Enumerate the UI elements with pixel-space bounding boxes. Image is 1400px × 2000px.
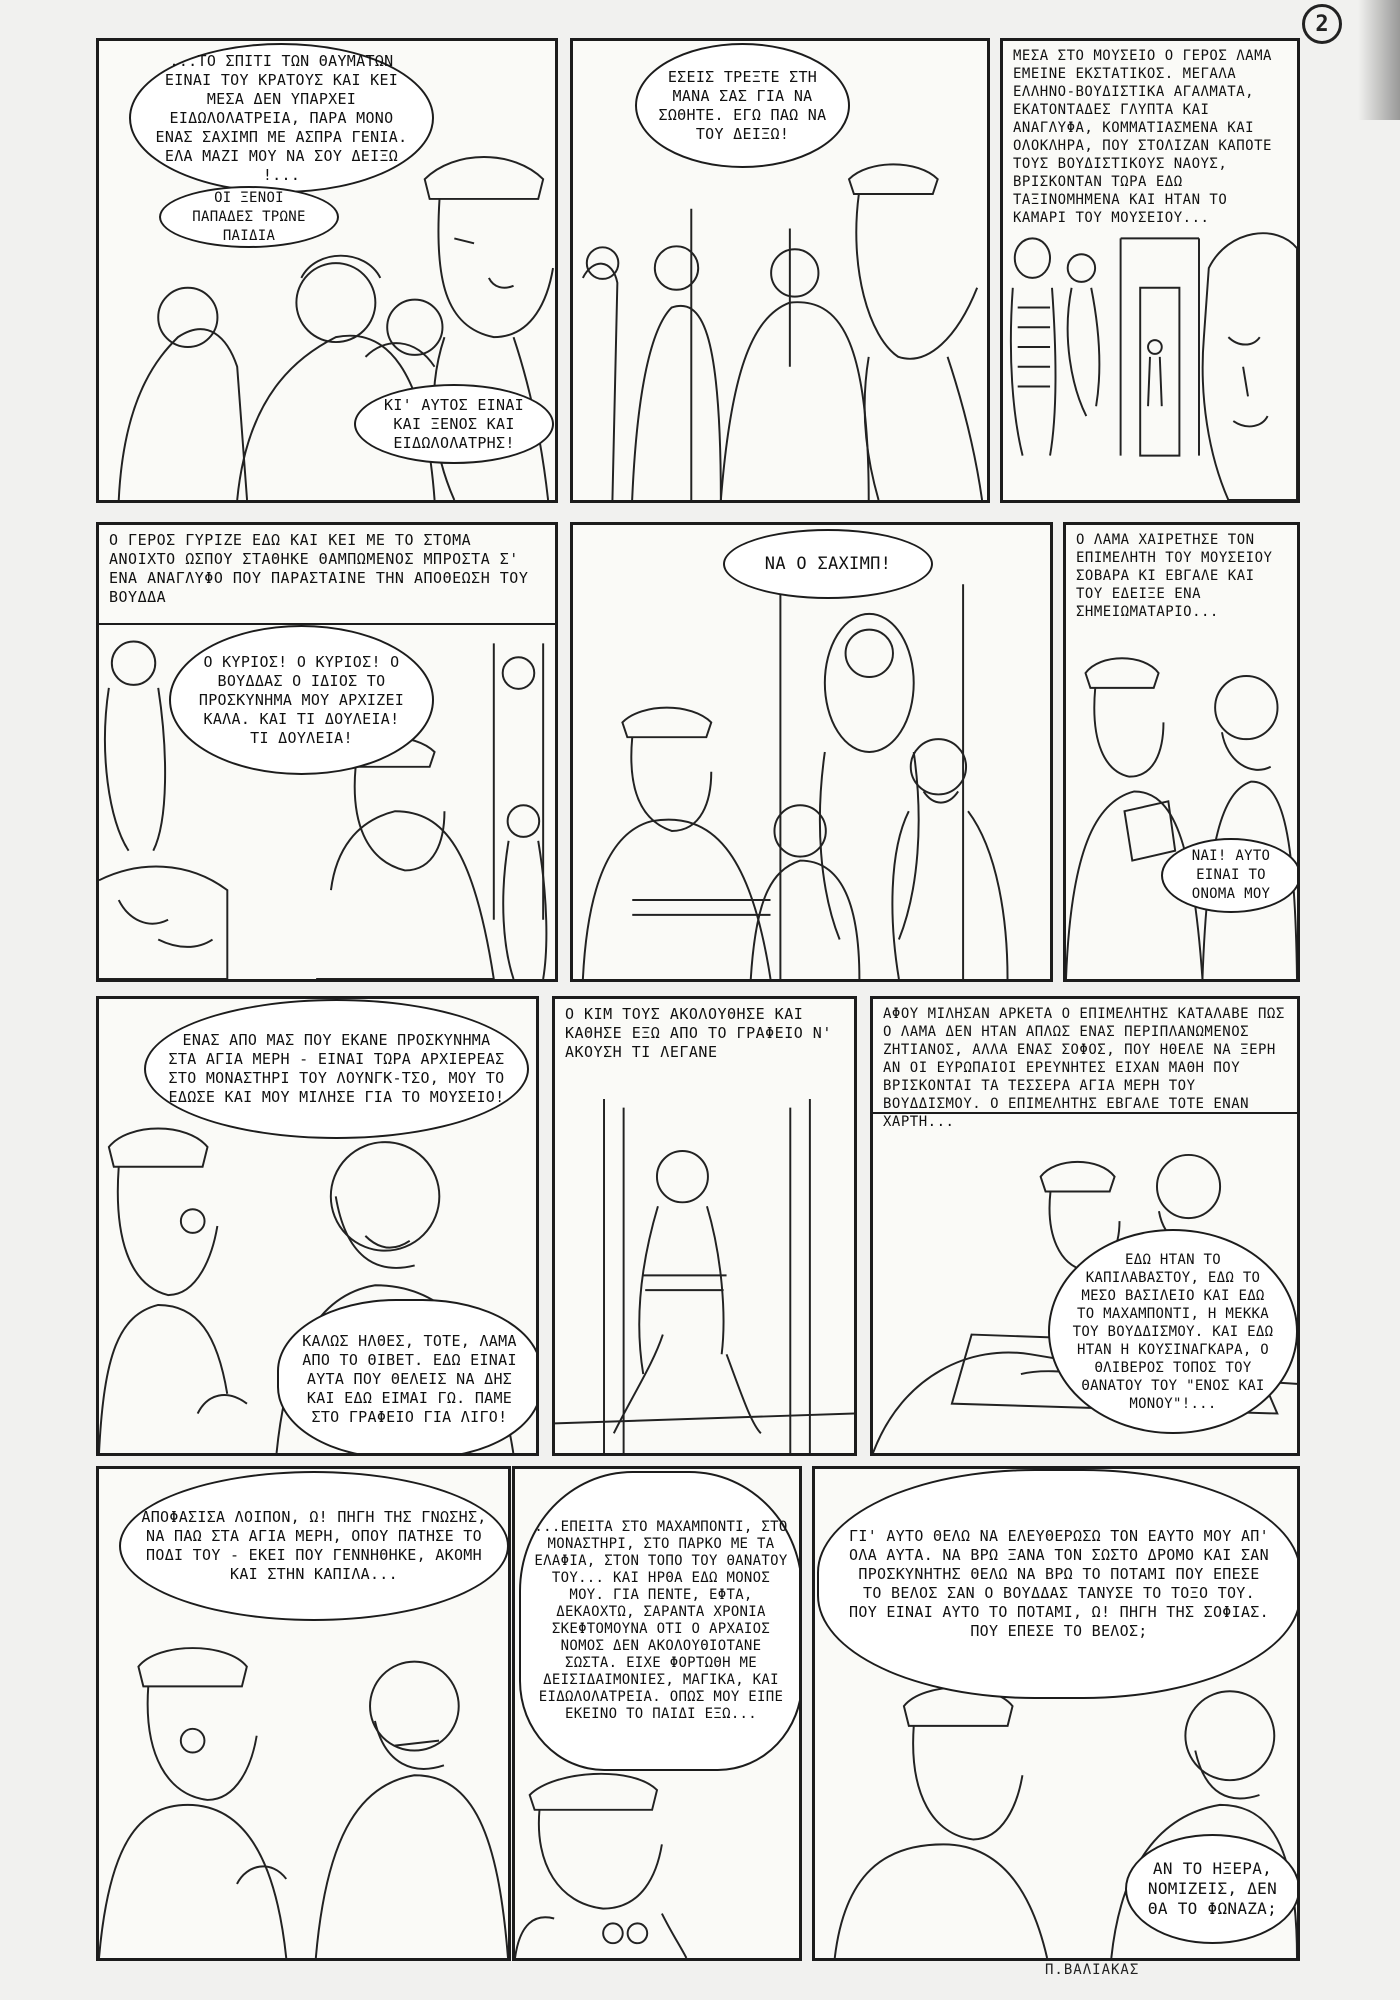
panel-4	[96, 522, 558, 982]
narration-caption: ΜΕΣΑ ΣΤΟ ΜΟΥΣΕΙΟ Ο ΓΕΡΟΣ ΛΑΜΑ ΕΜΕΙΝΕ ΕΚΣΤΑΤΙΚΟΣ. ΜΕΓΑΛΑ ΕΛΛΗΝΟ-ΒΟΥΔΙΣΤΙΚΑ ΑΓΑΛΜΑΤΑ, ΕΚΑΤΟΝΤΑΔΕΣ ΓΛΥΠΤΑ ΚΑΙ ΑΝΑΓΛΥΦΑ, ΚΟΜΜΑΤΙΑΣΜΕΝΑ ΚΑΙ ΟΛΟΚΛΗΡΑ, ΠΟΥ ΣΤΟΛΙΖΑΝ ΚΑΠΟΤΕ ΤΟΥΣ ΒΟΥΔΙΣΤΙΚΟΥΣ ΝΑΟΥΣ, ΒΡΙΣΚΟΝΤΑΝ ΤΩΡΑ ΕΔΩ ΤΑΞΙΝΟΜΗΜΕΝΑ ΚΑΙ ΗΤΑΝ ΤΟ ΚΑΜΑΡΙ ΤΟΥ ΜΟΥΣΕΙΟΥ...	[1013, 48, 1272, 226]
speech-bubble: ΕΝΑΣ ΑΠΟ ΜΑΣ ΠΟΥ ΕΚΑΝΕ ΠΡΟΣΚΥΝΗΜΑ ΣΤΑ ΑΓΙΑ ΜΕΡΗ - ΕΙΝΑΙ ΤΩΡΑ ΑΡΧΙΕΡΕΑΣ ΣΤΟ ΜΟΝΑΣΤΗΡΙ ΤΟΥ ΛΟΥΝΓΚ-ΤΣΟ, ΜΟΥ ΤΟ ΕΔΩΣΕ ΚΑΙ ΜΟΥ ΜΙΛΗΣΕ ΓΙΑ ΤΟ ΜΟΥΣΕΙΟ!	[144, 999, 529, 1139]
speech-bubble: ΓΙ' ΑΥΤΟ ΘΕΛΩ ΝΑ ΕΛΕΥΘΕΡΩΣΩ ΤΟΝ ΕΑΥΤΟ ΜΟΥ ΑΠ' ΟΛΑ ΑΥΤΑ. ΝΑ ΒΡΩ ΞΑΝΑ ΤΟΝ ΣΩΣΤΟ ΔΡΟΜΟ ΚΑΙ ΣΑΝ ΠΡΟΣΚΥΝΗΤΗΣ ΘΕΛΩ ΝΑ ΒΡΩ ΤΟ ΠΟΤΑΜΙ ΠΟΥ ΕΠΕΣΕ ΤΟ ΒΕΛΟΣ ΣΑΝ Ο ΒΟΥΔΔΑΣ ΤΑΝΥΣΕ ΤΟ ΤΟΞΟ ΤΟΥ. ΠΟΥ ΕΙΝΑΙ ΑΥΤΟ ΤΟ ΠΟΤΑΜΙ, Ω! ΠΗΓΗ ΤΗΣ ΣΟΦΙΑΣ. ΠΟΥ ΕΠΕΣΕ ΤΟ ΒΕΛΟΣ;	[817, 1469, 1300, 1699]
narration-caption: Ο ΚΙΜ ΤΟΥΣ ΑΚΟΛΟΥΘΗΣΕ ΚΑΙ ΚΑΘΗΣΕ ΕΞΩ ΑΠΟ ΤΟ ΓΡΑΦΕΙΟ Ν' ΑΚΟΥΣΗ ΤΙ ΛΕΓΑΝΕ	[555, 999, 854, 1099]
speech-bubble: ΝΑΙ! ΑΥΤΟ ΕΙΝΑΙ ΤΟ ΟΝΟΜΑ ΜΟΥ	[1161, 838, 1300, 913]
narration-caption: Ο ΛΑΜΑ ΧΑΙΡΕΤΗΣΕ ΤΟΝ ΕΠΙΜΕΛΗΤΗ ΤΟΥ ΜΟΥΣΕΙΟΥ ΣΟΒΑΡΑ ΚΙ ΕΒΓΑΛΕ ΚΑΙ ΤΟΥ ΕΔΕΙΞΕ ΕΝΑ ΣΗΜΕΙΩΜΑΤΑΡΙΟ...	[1076, 532, 1273, 620]
page-number: 2	[1302, 4, 1342, 44]
panel-2	[570, 38, 990, 503]
narration-caption: ΑΦΟΥ ΜΙΛΗΣΑΝ ΑΡΚΕΤΑ Ο ΕΠΙΜΕΛΗΤΗΣ ΚΑΤΑΛΑΒΕ ΠΩΣ Ο ΛΑΜΑ ΔΕΝ ΗΤΑΝ ΑΠΛΩΣ ΕΝΑΣ ΠΕΡΙΠΛΑΝΩΜΕΝΟΣ ΖΗΤΙΑΝΟΣ, ΑΛΛΑ ΕΝΑΣ ΣΟΦΟΣ, ΠΟΥ ΗΘΕΛΕ ΝΑ ΞΕΡΗ ΑΝ ΟΙ ΕΥΡΩΠΑΙΟΙ ΕΡΕΥΝΗΤΕΣ ΕΙΧΑΝ ΜΑΘΗ ΠΟΥ ΒΡΙΣΚΟΝΤΑΙ ΤΑ ΤΕΣΣΕΡΑ ΑΓΙΑ ΜΕΡΗ ΤΟΥ ΒΟΥΔΔΙΣΜΟΥ. Ο ΕΠΙΜΕΛΗΤΗΣ ΕΒΓΑΛΕ ΤΟΤΕ ΕΝΑΝ ΧΑΡΤΗ...	[873, 999, 1297, 1114]
panel-6	[1063, 522, 1300, 982]
speech-bubble: ΕΔΩ ΗΤΑΝ ΤΟ ΚΑΠΙΛΑΒΑΣΤΟΥ, ΕΔΩ ΤΟ ΜΕΣΟ ΒΑΣΙΛΕΙΟ ΚΑΙ ΕΔΩ ΤΟ ΜΑΧΑΜΠΟΝΤΙ, Η ΜΕΚΚΑ ΤΟΥ ΒΟΥΔΔΙΣΜΟΥ. ΚΑΙ ΕΔΩ ΗΤΑΝ Η ΚΟΥΣΙΝΑΓΚΑΡΑ, Ο ΘΛΙΒΕΡΟΣ ΤΟΠΟΣ ΤΟΥ ΘΑΝΑΤΟΥ ΤΟΥ "ΕΝΟΣ ΚΑΙ ΜΟΝΟΥ"!...	[1048, 1229, 1298, 1434]
speech-bubble: ΑΝ ΤΟ ΗΞΕΡΑ, ΝΟΜΙΖΕΙΣ, ΔΕΝ ΘΑ ΤΟ ΦΩΝΑΖΑ;	[1125, 1834, 1300, 1944]
speech-bubble: ΕΣΕΙΣ ΤΡΕΞΤΕ ΣΤΗ ΜΑΝΑ ΣΑΣ ΓΙΑ ΝΑ ΣΩΘΗΤΕ. ΕΓΩ ΠΑΩ ΝΑ ΤΟΥ ΔΕΙΞΩ!	[635, 43, 850, 168]
panel-10	[96, 1466, 511, 1961]
panel-1	[96, 38, 558, 503]
speech-bubble: ΟΙ ΞΕΝΟΙ ΠΑΠΑΔΕΣ ΤΡΩΝΕ ΠΑΙΔΙΑ	[159, 186, 339, 248]
speech-bubble: ΚΙ' ΑΥΤΟΣ ΕΙΝΑΙ ΚΑΙ ΞΕΝΟΣ ΚΑΙ ΕΙΔΩΛΟΛΑΤΡΗΣ!	[354, 384, 554, 464]
speech-bubble: ...ΕΠΕΙΤΑ ΣΤΟ ΜΑΧΑΜΠΟΝΤΙ, ΣΤΟ ΜΟΝΑΣΤΗΡΙ, ΣΤΟ ΠΑΡΚΟ ΜΕ ΤΑ ΕΛΑΦΙΑ, ΣΤΟΝ ΤΟΠΟ ΤΟΥ ΘΑΝΑΤΟΥ ΤΟΥ... ΚΑΙ ΗΡΘΑ ΕΔΩ ΜΟΝΟΣ ΜΟΥ. ΓΙΑ ΠΕΝΤΕ, ΕΦΤΑ, ΔΕΚΑΟΧΤΩ, ΣΑΡΑΝΤΑ ΧΡΟΝΙΑ ΣΚΕΦΤΟΜΟΥΝΑ ΟΤΙ Ο ΑΡΧΑΙΟΣ ΝΟΜΟΣ ΔΕΝ ΑΚΟΛΟΥΘΙΟΤΑΝΕ ΣΩΣΤΑ. ΕΙΧΕ ΦΟΡΤΩΘΗ ΜΕ ΔΕΙΣΙΔΑΙΜΟΝΙΕΣ, ΜΑΓΙΚΑ, ΚΑΙ ΕΙΔΩΛΟΛΑΤΡΕΙΑ. ΟΠΩΣ ΜΟΥ ΕΙΠΕ ΕΚΕΙΝΟ ΤΟ ΠΑΙΔΙ ΕΞΩ...	[519, 1471, 802, 1771]
speech-bubble: ΑΠΟΦΑΣΙΣΑ ΛΟΙΠΟΝ, Ω! ΠΗΓΗ ΤΗΣ ΓΝΩΣΗΣ, ΝΑ ΠΑΩ ΣΤΑ ΑΓΙΑ ΜΕΡΗ, ΟΠΟΥ ΠΑΤΗΣΕ ΤΟ ΠΟΔΙ ΤΟΥ - ΕΚΕΙ ΠΟΥ ΓΕΝΝΗΘΗΚΕ, ΑΚΟΜΗ ΚΑΙ ΣΤΗΝ ΚΑΠΙΛΑ...	[119, 1471, 509, 1621]
speech-bubble: ΚΑΛΩΣ ΗΛΘΕΣ, ΤΟΤΕ, ΛΑΜΑ ΑΠΟ ΤΟ ΘΙΒΕΤ. ΕΔΩ ΕΙΝΑΙ ΑΥΤΑ ΠΟΥ ΘΕΛΕΙΣ ΝΑ ΔΗΣ ΚΑΙ ΕΔΩ ΕΙΜΑΙ ΓΩ. ΠΑΜΕ ΣΤΟ ΓΡΑΦΕΙΟ ΓΙΑ ΛΙΓΟ!	[277, 1299, 539, 1456]
panel-7	[96, 996, 539, 1456]
panel-8	[552, 996, 857, 1456]
page-edge-shadow	[1358, 0, 1400, 120]
speech-bubble: Ο ΚΥΡΙΟΣ! Ο ΚΥΡΙΟΣ! Ο ΒΟΥΔΔΑΣ Ο ΙΔΙΟΣ ΤΟ ΠΡΟΣΚΥΝΗΜΑ ΜΟΥ ΑΡΧΙΖΕΙ ΚΑΛΑ. ΚΑΙ ΤΙ ΔΟΥΛΕΙΑ! ΤΙ ΔΟΥΛΕΙΑ!	[169, 625, 434, 775]
panel-5	[570, 522, 1053, 982]
speech-bubble: ΝΑ Ο ΣΑΧΙΜΠ!	[723, 529, 933, 599]
panel-11	[512, 1466, 802, 1961]
speech-bubble: ...ΤΟ ΣΠΙΤΙ ΤΩΝ ΘΑΥΜΑΤΩΝ ΕΙΝΑΙ ΤΟΥ ΚΡΑΤΟΥΣ ΚΑΙ ΚΕΙ ΜΕΣΑ ΔΕΝ ΥΠΑΡΧΕΙ ΕΙΔΩΛΟΛΑΤΡΕΙΑ, ΠΑΡΑ ΜΟΝΟ ΕΝΑΣ ΣΑΧΙΜΠ ΜΕ ΑΣΠΡΑ ΓΕΝΙΑ. ΕΛΑ ΜΑΖΙ ΜΟΥ ΝΑ ΣΟΥ ΔΕΙΞΩ !...	[129, 43, 434, 193]
panel-9	[870, 996, 1300, 1456]
panel-12	[812, 1466, 1300, 1961]
panel-3	[1000, 38, 1300, 503]
artist-signature: Π.ΒΑΛΙΑΚΑΣ	[1045, 1962, 1140, 1978]
narration-caption: Ο ΓΕΡΟΣ ΓΥΡΙΖΕ ΕΔΩ ΚΑΙ ΚΕΙ ΜΕ ΤΟ ΣΤΟΜΑ ΑΝΟΙΧΤΟ ΩΣΠΟΥ ΣΤΑΘΗΚΕ ΘΑΜΠΩΜΕΝΟΣ ΜΠΡΟΣΤΑ Σ' ΕΝΑ ΑΝΑΓΛΥΦΟ ΠΟΥ ΠΑΡΑΣΤΑΙΝΕ ΤΗΝ ΑΠΟΘΕΩΣΗ ΤΟΥ ΒΟΥΔΔΑ	[99, 525, 555, 625]
